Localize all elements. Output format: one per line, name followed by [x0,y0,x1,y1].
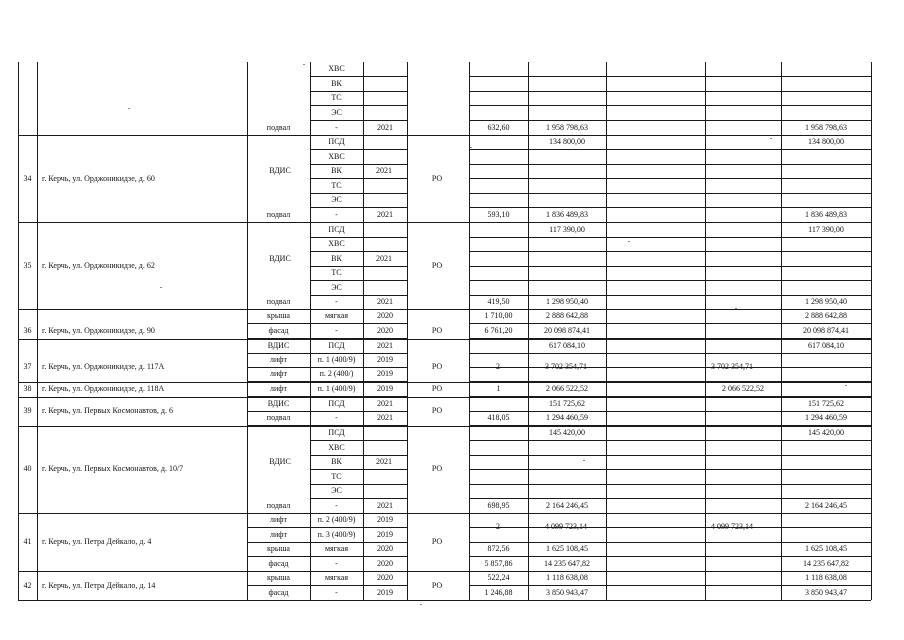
row-work-type: лифт [270,369,287,378]
row-area: 418,05 [487,413,510,422]
row-area: 698,95 [487,501,510,510]
row-border-c-25 [469,440,871,441]
row-total: 2 888 642,88 [805,311,847,320]
object-address: г. Керчь, ул. Петра Дейкало, д. 14 [42,581,156,590]
column-border-8 [606,62,607,600]
merged-cell-sum37: 3 702 354,71 [711,362,753,371]
row-work-detail: ТС [331,268,342,277]
row-work-type: подвал [266,210,291,219]
row-year: 2019 [377,515,393,524]
column-border-7 [528,62,529,600]
group-border-8 [18,571,871,572]
row-border-c-5 [469,149,871,150]
row-border-c-1 [469,91,871,92]
row-border-b-21 [310,381,407,382]
row-work-type: ВДИС [267,341,290,350]
merged-cell-sum41: 4 099 723,14 [711,522,753,531]
row-border-c-26 [469,455,871,456]
row-year: 2021 [377,413,393,422]
object-address: г. Керчь, ул. Орджоникидзе, д. 62 [42,261,155,270]
row-work-detail: ЭС [331,486,342,495]
row-border-a-18 [247,338,310,339]
merged-cell-year34: 2021 [376,166,392,175]
row-border-b-22 [310,396,407,397]
row-work-detail: - [335,123,338,132]
row-border-a-21 [247,381,310,382]
row-border-b-9 [310,207,407,208]
row-cost: 134 800,00 [549,137,585,146]
row-year: 2020 [377,573,393,582]
column-border-9 [705,62,706,600]
row-border-c-6 [469,164,871,165]
row-border-c-35 [469,585,871,586]
row-work-detail: мягкая [324,311,349,320]
row-work-detail: ПСД [328,341,345,350]
group-border-5 [18,397,871,398]
row-work-type: подвал [266,413,291,422]
row-work-detail: - [335,559,338,568]
scan-speck [128,108,130,109]
row-work-type: лифт [270,530,287,539]
row-total: 1 298 950,40 [805,297,847,306]
row-area: 632,60 [487,123,510,132]
group-border-1 [18,222,871,223]
row-year: 2020 [377,544,393,553]
row-work-detail: - [335,501,338,510]
merged-cell-ro37: РО [431,362,443,371]
row-total: 145 420,00 [808,428,844,437]
row-border-b-14 [310,280,407,281]
row-total: 1 118 638,08 [805,573,847,582]
object-number: 35 [23,261,32,270]
row-border-b-33 [310,556,407,557]
row-work-type: подвал [266,501,291,510]
row-border-c-32 [469,542,871,543]
column-border-2 [247,62,248,600]
merged-cell-ro36: РО [431,326,443,335]
row-border-b-25 [310,440,407,441]
column-border-0 [18,62,19,600]
row-work-detail: п. 2 (400/) [319,369,354,378]
row-work-type: фасад [268,326,289,335]
group-border-0 [18,135,871,136]
row-border-c-23 [469,411,871,412]
row-border-b-12 [310,251,407,252]
row-border-b-32 [310,542,407,543]
row-border-b-7 [310,178,407,179]
object-number: 42 [23,581,32,590]
row-sum: 2 066 522,52 [722,384,764,393]
group-border-3 [18,339,871,340]
row-work-detail: ВК [331,457,342,466]
row-total: 151 725,62 [808,399,844,408]
row-border-c-28 [469,484,871,485]
row-work-type: лифт [270,384,287,393]
row-border-a-19 [247,353,310,354]
object-address: г. Керчь, ул. Орджоникидзе, д. 90 [42,326,155,335]
merged-cell-cost37: 3 702 354,71 [545,362,587,371]
column-border-3 [310,62,311,600]
row-work-detail: ЭС [331,283,342,292]
row-cost: 2 164 246,45 [546,501,588,510]
row-work-detail: ЭС [331,195,342,204]
merged-cell-cost41: 4 099 723,14 [545,522,587,531]
row-border-a-35 [247,585,310,586]
row-work-type: крыша [267,573,290,582]
row-border-b-1 [310,91,407,92]
object-address: г. Керчь, ул. Петра Дейкало, д. 4 [42,537,152,546]
merged-cell-ro39: РО [431,406,443,415]
row-cost: 2 888 642,88 [546,311,588,320]
row-border-b-2 [310,105,407,106]
row-work-detail: ПСД [328,428,345,437]
row-border-b-11 [310,237,407,238]
row-cost: 1 118 638,08 [546,573,588,582]
row-cost: 1 625 108,45 [546,544,588,553]
row-border-c-24 [469,425,871,426]
scan-speck [303,64,305,65]
scan-speck [160,287,162,288]
column-border-6 [469,62,470,600]
row-work-type: лифт [270,355,287,364]
row-area: 419,50 [487,297,510,306]
row-border-b-15 [310,295,407,296]
row-year: 2020 [377,326,393,335]
row-work-detail: ЭС [331,108,342,117]
scan-speck [420,604,422,605]
row-work-type: фасад [268,559,289,568]
row-year: 2021 [377,297,393,306]
row-work-detail: ТС [331,181,342,190]
row-border-b-8 [310,193,407,194]
row-work-type: подвал [266,297,291,306]
row-total: 2 164 246,45 [805,501,847,510]
row-border-c-8 [469,193,871,194]
row-total: 134 800,00 [808,137,844,146]
row-work-detail: ХВС [328,152,345,161]
row-border-c-31 [469,527,871,528]
scan-speck [628,241,630,242]
row-year: 2021 [377,399,393,408]
object-address: г. Керчь, ул. Орджоникидзе, д. 60 [42,174,155,183]
row-border-a-31 [247,527,310,528]
row-border-a-32 [247,542,310,543]
row-year: 2019 [377,384,393,393]
row-work-detail: ПСД [328,137,345,146]
row-work-detail: - [335,413,338,422]
scan-speck [845,385,847,386]
row-border-b-0 [310,76,407,77]
row-work-detail: ТС [331,93,342,102]
merged-cell-ro38: РО [431,384,443,393]
group-border-4 [18,382,871,383]
row-area: 522,24 [487,573,510,582]
row-border-b-17 [310,323,407,324]
merged-cell-ro42: РО [431,581,443,590]
row-border-b-26 [310,455,407,456]
row-border-b-28 [310,484,407,485]
merged-cell-year40: 2021 [376,457,392,466]
row-cost: 145 420,00 [549,428,585,437]
row-work-detail: - [335,297,338,306]
row-work-detail: ХВС [328,64,345,73]
row-border-b-29 [310,498,407,499]
row-border-c-11 [469,237,871,238]
merged-cell-vdis40: ВДИС [269,457,291,466]
row-year: 2021 [377,501,393,510]
row-border-c-21 [469,381,871,382]
row-work-detail: - [335,326,338,335]
row-border-c-3 [469,120,871,121]
row-border-a-22 [247,396,310,397]
merged-cell-vdis34: ВДИС [269,166,291,175]
row-border-b-13 [310,266,407,267]
row-work-detail: - [335,588,338,597]
object-number: 36 [23,326,32,335]
group-border-6 [18,426,871,427]
merged-cell-ro40: РО [431,464,443,473]
row-year: 2021 [377,210,393,219]
merged-cell-ro35: РО [431,261,443,270]
row-area: 1 246,88 [484,588,513,597]
row-area: 6 761,20 [484,326,513,335]
merged-cell-qty41: 2 [496,522,500,531]
row-year: 2021 [377,341,393,350]
object-address: г. Керчь, ул. Орджоникидзе, д. 118А [42,384,165,393]
row-border-c-0 [469,76,871,77]
object-number: 40 [23,464,32,473]
row-work-detail: ТС [331,472,342,481]
row-border-c-18 [469,338,871,339]
row-work-type: подвал [266,123,291,132]
column-border-11 [871,62,872,600]
row-work-detail: мягкая [324,544,349,553]
merged-cell-year35: 2021 [376,254,392,263]
object-number: 39 [23,406,32,415]
row-border-c-9 [469,207,871,208]
row-border-c-33 [469,556,871,557]
row-cost: 1 958 798,63 [546,123,588,132]
row-year: 2020 [377,559,393,568]
row-cost: 1 298 950,40 [546,297,588,306]
scan-speck [583,460,585,461]
row-work-type: крыша [267,544,290,553]
row-border-b-6 [310,164,407,165]
row-border-c-12 [469,251,871,252]
object-address: г. Керчь, ул. Орджоникидзе, д. 117А [42,362,165,371]
group-border-7 [18,513,871,514]
row-border-b-18 [310,338,407,339]
row-border-c-27 [469,469,871,470]
row-work-detail: ВК [331,79,342,88]
row-cost: 2 066 522,52 [546,384,588,393]
object-number: 41 [23,537,32,546]
row-work-detail: ВК [331,254,342,263]
scan-speck [735,308,737,309]
row-cost: 1 294 460,59 [546,413,588,422]
column-border-4 [363,62,364,600]
row-border-b-27 [310,469,407,470]
row-year: 2019 [377,355,393,364]
row-total: 1 294 460,59 [805,413,847,422]
row-work-detail: ВК [331,166,342,175]
row-area: 5 857,86 [484,559,513,568]
row-area: 1 710,00 [484,311,513,320]
row-cost: 1 836 489,83 [546,210,588,219]
row-border-b-35 [310,585,407,586]
row-work-detail: п. 2 (400/9) [317,515,356,524]
object-address: г. Керчь, ул. Первых Космонавтов, д. 10/7 [42,464,184,473]
row-border-c-15 [469,295,871,296]
row-cost: 151 725,62 [549,399,585,408]
row-work-detail: п. 1 (400/9) [317,355,356,364]
object-number: 34 [23,174,32,183]
row-border-a-23 [247,411,310,412]
object-address: г. Керчь, ул. Первых Космонавтов, д. 6 [42,406,173,415]
object-number: 38 [23,384,32,393]
row-cost: 3 850 943,47 [546,588,588,597]
column-border-5 [407,62,408,600]
object-number: 37 [23,362,32,371]
row-border-a-17 [247,323,310,324]
row-cost: 14 235 647,82 [544,559,590,568]
row-total: 617 084,10 [808,341,844,350]
row-border-c-17 [469,323,871,324]
group-border-9 [18,600,871,601]
row-total: 1 625 108,45 [805,544,847,553]
merged-cell-vdis35: ВДИС [269,254,291,263]
row-border-b-31 [310,527,407,528]
row-work-detail: п. 3 (400/9) [317,530,356,539]
row-year: 2021 [377,123,393,132]
row-work-detail: ПСД [328,225,345,234]
scan-speck [470,147,472,148]
row-year: 2019 [377,530,393,539]
row-border-c-14 [469,280,871,281]
row-border-c-19 [469,353,871,354]
row-total: 20 098 874,41 [803,326,849,335]
row-work-detail: мягкая [324,573,349,582]
row-border-a-20 [247,367,310,368]
row-border-b-24 [310,425,407,426]
scan-speck [770,138,772,139]
row-border-c-13 [469,266,871,267]
row-area: 1 [496,384,501,393]
row-total: 3 850 943,47 [805,588,847,597]
row-area: 593,10 [487,210,510,219]
row-border-b-23 [310,411,407,412]
row-work-type: лифт [270,515,287,524]
row-border-c-20 [469,367,871,368]
row-work-detail: п. 1 (400/9) [317,384,356,393]
row-total: 14 235 647,82 [803,559,849,568]
row-year: 2019 [377,369,393,378]
row-border-c-29 [469,498,871,499]
row-border-b-20 [310,367,407,368]
row-work-type: ВДИС [267,399,290,408]
row-border-a-33 [247,556,310,557]
column-border-1 [37,62,38,600]
row-border-c-2 [469,105,871,106]
row-total: 1 836 489,83 [805,210,847,219]
row-cost: 617 084,10 [549,341,585,350]
merged-cell-ro34: РО [431,174,443,183]
row-border-b-19 [310,353,407,354]
row-border-b-5 [310,149,407,150]
row-work-detail: - [335,210,338,219]
row-total: 1 958 798,63 [805,123,847,132]
row-total: 117 390,00 [808,225,844,234]
row-work-type: крыша [267,311,290,320]
row-border-c-22 [469,396,871,397]
row-border-b-3 [310,120,407,121]
row-border-a-24 [247,425,310,426]
row-border-c-7 [469,178,871,179]
merged-cell-qty37: 2 [496,362,500,371]
row-cost: 117 390,00 [549,225,585,234]
row-work-detail: ПСД [328,399,345,408]
row-work-detail: ХВС [328,239,345,248]
row-area: 872,56 [487,544,510,553]
row-cost: 20 098 874,41 [544,326,590,335]
merged-cell-ro41: РО [431,537,443,546]
row-work-type: фасад [268,588,289,597]
group-border-2 [18,309,871,310]
row-work-detail: ХВС [328,443,345,452]
row-year: 2020 [377,311,393,320]
column-border-10 [781,62,782,600]
row-year: 2019 [377,588,393,597]
